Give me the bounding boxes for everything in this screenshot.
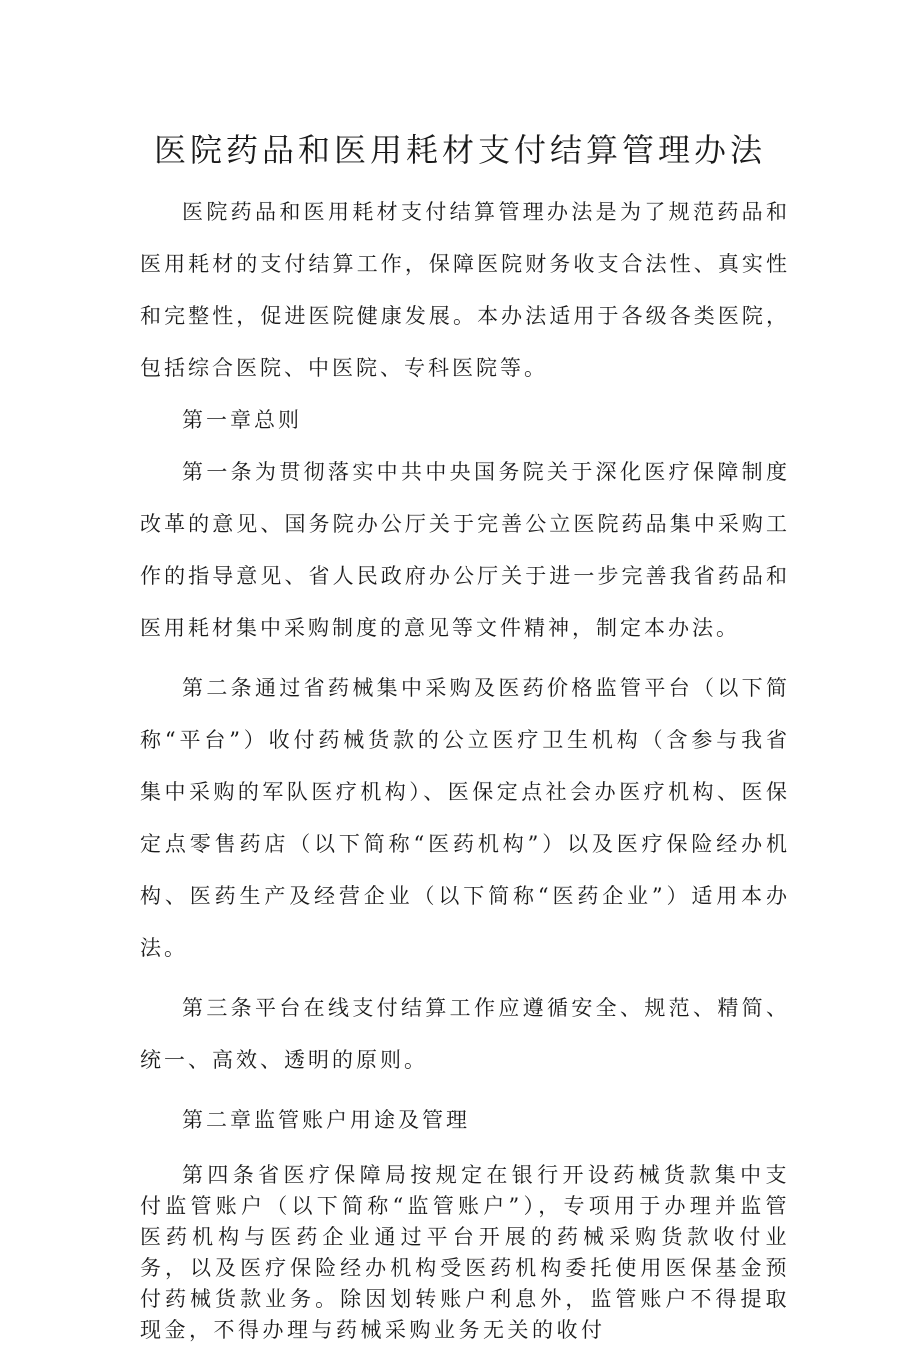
chapter-heading-2: 第二章监管账户用途及管理 [182,1108,470,1132]
document-body [140,186,790,1346]
document-title: 医院药品和医用耗材支付结算管理办法 [153,131,766,169]
article-1-paragraph: 第一条为贯彻落实中共中央国务院关于深化医疗保障制度改革的意见、国务院办公厅关于完善公立医院药品集中采购工作的指导意见、省人民政府办公厅关于进一步完善我省药品和医用耗材集中采购制度的意见等文件精神，制定本办法。 [140,460,790,640]
article-4-paragraph: 第四条省医疗保障局按规定在银行开设药械货款集中支付监管账户（以下简称“监管账户”），专项用于办理并监管医药机构与医药企业通过平台开展的药械采购货款收付业务，以及医疗保险经办机构受医药机构委托使用医保基金预付药械货款业务。除因划转账户利息外，监管账户不得提取现金，不得办理与药械采购业务无关的收付 [140,1163,790,1342]
intro-paragraph: 医院药品和医用耗材支付结算管理办法是为了规范药品和医用耗材的支付结算工作，保障医院财务收支合法性、真实性和完整性，促进医院健康发展。本办法适用于各级各类医院，包括综合医院、中医院、专科医院等。 [140,200,790,380]
article-3-paragraph: 第三条平台在线支付结算工作应遵循安全、规范、精简、统一、高效、透明的原则。 [140,996,790,1072]
chapter-heading-1: 第一章总则 [182,408,302,432]
article-2-paragraph: 第二条通过省药械集中采购及医药价格监管平台（以下简称“平台”）收付药械货款的公立医疗卫生机构（含参与我省集中采购的军队医疗机构）、医保定点社会办医疗机构、医保定点零售药店（以下简称“医药机构”）以及医疗保险经办机构、医药生产及经营企业（以下简称“医药企业”）适用本办法。 [140,676,790,960]
